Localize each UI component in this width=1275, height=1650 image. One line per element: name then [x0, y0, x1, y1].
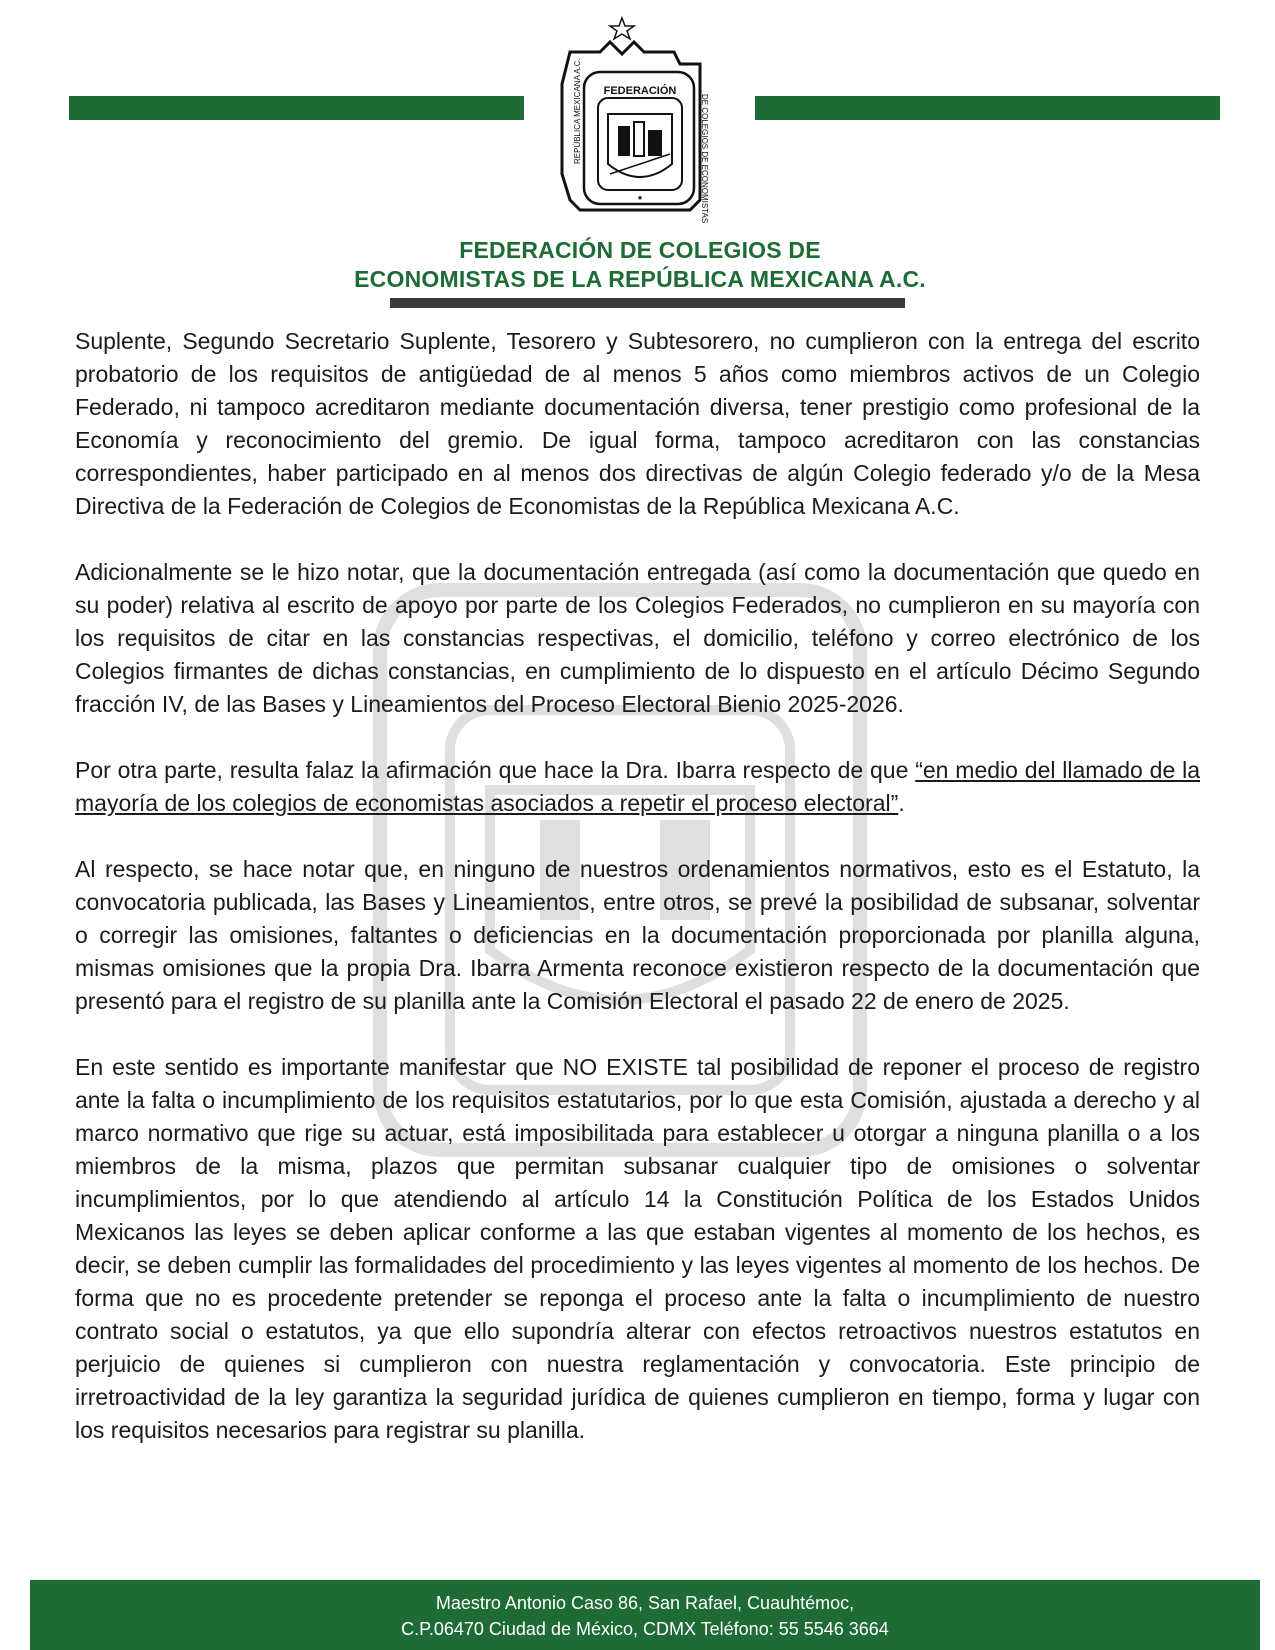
letter-body	[75, 325, 1200, 1480]
header-green-bar-left	[69, 96, 524, 120]
paragraph-5: En este sentido es importante manifestar que NO EXISTE tal posibilidad de reponer el proceso de registro ante la falta o incumplimiento de los requisitos estatutarios, por lo que esta Comisión, ajustada a derecho y al marco normativo que rige su actuar, está imposibilitada para establecer u otorgar a ninguna planilla o a los miembros de la misma, plazos que permitan subsanar cualquier tipo de omisiones o solventar incumplimientos, por lo que atendiendo al artículo 14 la Constitución Política de los Estados Unidos Mexicanos las leyes se deben aplicar conforme a las que estaban vigentes al momento de los hechos, es decir, se deben cumplir las formalidades del procedimiento y las leyes vigentes al momento de los hechos. De forma que no es procedente pretender se reponga el proceso ante la falta o incumplimiento de nuestro contrato social o estatutos, ya que ello supondría alterar con efectos retroactivos nuestros estatutos en perjuicio de quienes si cumplieron con nuestra reglamentación y convocatoria. Este principio de irretroactividad de la ley garantiza la seguridad jurídica de quienes cumplieron en tiempo, forma y lugar con los requisitos necesarios para registrar su planilla.	[75, 1054, 1200, 1443]
svg-text:FEDERACIÓN: FEDERACIÓN	[603, 85, 677, 97]
header-green-bar-right	[755, 96, 1220, 120]
footer-address-line1: Maestro Antonio Caso 86, San Rafael, Cuauhtémoc,	[435, 1593, 855, 1613]
organization-title	[340, 236, 940, 294]
paragraph-4: Al respecto, se hace notar que, en ninguno de nuestros ordenamientos normativos, esto es el Estatuto, la convocatoria publicada, las Bases y Lineamientos, entre otros, se prevé la posibilidad de subsanar, solventar o corregir las omisiones, faltantes o deficiencias en la documentación proporcionada por planilla alguna, mismas omisiones que la propia Dra. Ibarra Armenta reconoce existieron respecto de la documentación que presentó para el registro de su planilla ante la Comisión Electoral el pasado 22 de enero de 2025.	[75, 856, 1200, 1014]
paragraph-3-end: .	[898, 790, 905, 816]
svg-text:★: ★	[636, 195, 644, 202]
organization-title-line2: ECONOMISTAS DE LA REPÚBLICA MEXICANA A.C.	[354, 266, 926, 292]
federation-seal-logo	[540, 14, 740, 232]
paragraph-3-lead: Por otra parte, resulta falaz la afirmación que hace la Dra. Ibarra respecto de que	[75, 757, 916, 783]
footer-bar	[30, 1580, 1260, 1650]
svg-text:REPÚBLICA MEXICANA A.C.: REPÚBLICA MEXICANA A.C.	[573, 58, 582, 164]
paragraph-3	[75, 754, 1200, 820]
footer-address-line2: C.P.06470 Ciudad de México, CDMX Teléfono: 55 5546 3664	[401, 1619, 889, 1639]
title-underline-bar	[390, 298, 905, 308]
svg-text:DE COLEGIOS DE ECONOMISTAS: DE COLEGIOS DE ECONOMISTAS	[700, 94, 709, 224]
paragraph-1: Suplente, Segundo Secretario Suplente, Tesorero y Subtesorero, no cumplieron con la entrega del escrito probatorio de los requisitos de antigüedad de al menos 5 años como miembros activos de un Colegio Federado, ni tampoco acreditaron mediante documentación diversa, tener prestigio como profesional de la Economía y reconocimiento del gremio. De igual forma, tampoco acreditaron con las constancias correspondientes, haber participado en al menos dos directivas de algún Colegio federado y/o de la Mesa Directiva de la Federación de Colegios de Economistas de la República Mexicana A.C.	[75, 328, 1200, 519]
organization-title-line1: FEDERACIÓN DE COLEGIOS DE	[459, 237, 821, 263]
quoted-statement: “en medio del llamado de la mayoría de los colegios de economistas asociados a repetir el proceso electoral”	[75, 757, 1200, 816]
paragraph-2: Adicionalmente se le hizo notar, que la documentación entregada (así como la documentación que quedo en su poder) relativa al escrito de apoyo por parte de los Colegios Federados, no cumplieron en su mayoría con los requisitos de citar en las constancias respectivas, el domicilio, teléfono y correo electrónico de los Colegios firmantes de dichas constancias, en cumplimiento de lo dispuesto en el artículo Décimo Segundo fracción IV, de las Bases y Lineamientos del Proceso Electoral Bienio 2025-2026.	[75, 559, 1200, 717]
